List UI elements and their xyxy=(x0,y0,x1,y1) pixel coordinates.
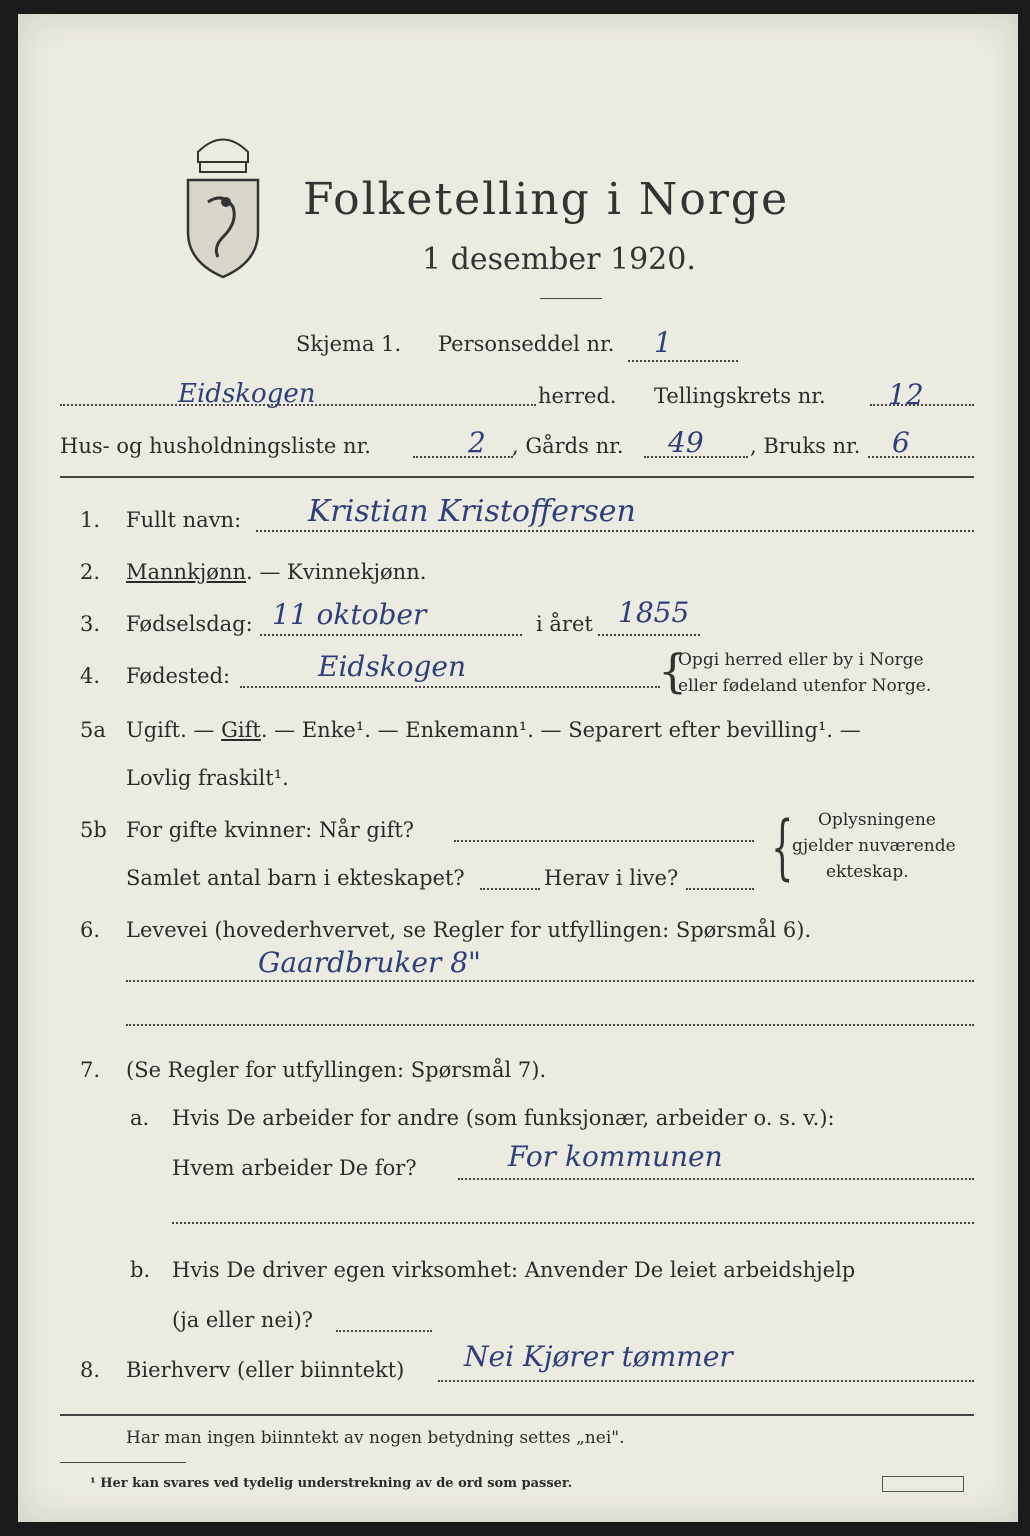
q4-number: 4. xyxy=(80,664,101,688)
q7b-line xyxy=(336,1330,432,1332)
footer-divider xyxy=(60,1414,974,1416)
hus-line xyxy=(413,456,513,458)
q8-number: 8. xyxy=(80,1358,101,1382)
q8-side-income-value[interactable]: Nei Kjører tømmer xyxy=(464,1340,733,1373)
q4-brace: { xyxy=(658,644,688,698)
q5a-other-options: . — Enke¹. — Enkemann¹. — Separert efter bevilling¹. — xyxy=(260,718,861,742)
q7-label: (Se Regler for utfyllingen: Spørsmål 7). xyxy=(126,1058,547,1082)
q7a-letter: a. xyxy=(130,1106,150,1130)
bruks-value[interactable]: 6 xyxy=(892,426,910,459)
q5b-note-line1: Oplysningene xyxy=(818,810,936,830)
gards-line xyxy=(644,456,748,458)
norway-coat-of-arms-icon xyxy=(178,122,268,282)
q2-number: 2. xyxy=(80,560,101,584)
footer-note: Har man ingen biinntekt av nogen betydning settes „nei". xyxy=(126,1428,625,1448)
q3-birthdate-value[interactable]: 11 oktober xyxy=(272,598,427,631)
footnote-rule xyxy=(60,1462,186,1463)
q4-note-line1: Opgi herred eller by i Norge xyxy=(678,650,924,670)
q5b-note-line2: gjelder nuværende xyxy=(792,836,956,856)
tellingskrets-label: Tellingskrets nr. xyxy=(654,384,826,408)
q2-end: . xyxy=(419,560,427,584)
q6-line1 xyxy=(126,980,974,982)
q5b-children-line xyxy=(480,888,540,890)
q7a-label-line2: Hvem arbeider De for? xyxy=(172,1156,417,1180)
q5a-number: 5a xyxy=(80,718,106,742)
q5a-gift-option[interactable]: Gift xyxy=(221,718,261,742)
hus-label: Hus- og husholdningsliste nr. xyxy=(60,434,371,458)
printer-stamp xyxy=(882,1476,964,1492)
q3-label: Fødselsdag: xyxy=(126,612,253,636)
section-divider xyxy=(60,476,974,478)
q2-options xyxy=(126,560,426,584)
gards-label: , Gårds nr. xyxy=(512,434,624,458)
q2-male-option[interactable]: Mannkjønn xyxy=(126,560,247,584)
q5a-ugift-option[interactable]: Ugift xyxy=(126,718,181,742)
gards-value[interactable]: 49 xyxy=(668,426,704,459)
census-form-page xyxy=(18,14,1018,1522)
q1-number: 1. xyxy=(80,508,101,532)
q5a-separator: . — xyxy=(180,718,222,742)
q2-separator: . — xyxy=(246,560,288,584)
q6-label: Levevei (hovederhvervet, se Regler for utfyllingen: Spørsmål 6). xyxy=(126,918,812,942)
q4-line xyxy=(240,686,660,688)
q8-line xyxy=(438,1380,974,1382)
personseddel-value[interactable]: 1 xyxy=(654,326,672,359)
personseddel-label: Personseddel nr. xyxy=(438,332,615,356)
q7a-line1 xyxy=(458,1178,974,1180)
q5b-alive-label: Herav i live? xyxy=(544,866,679,890)
q5b-number: 5b xyxy=(80,818,107,842)
q7-number: 7. xyxy=(80,1058,101,1082)
footnote: ¹ Her kan svares ved tydelig understrekning av de ord som passer. xyxy=(90,1476,573,1491)
q3-year-label: i året xyxy=(536,612,593,636)
bruks-line xyxy=(868,456,974,458)
q5b-married-when-line xyxy=(454,840,754,842)
q1-full-name-value[interactable]: Kristian Kristoffersen xyxy=(308,494,636,529)
form-title: Folketelling i Norge xyxy=(303,174,790,225)
q4-label: Fødested: xyxy=(126,664,231,688)
q7a-label-line1: Hvis De arbeider for andre (som funksjonær, arbeider o. s. v.): xyxy=(172,1106,835,1130)
q5b-brace: { xyxy=(771,806,794,888)
q6-occupation-value[interactable]: Gaardbruker 8" xyxy=(258,946,481,979)
personseddel-line xyxy=(628,360,738,362)
hus-value[interactable]: 2 xyxy=(468,426,486,459)
q7b-label-line1: Hvis De driver egen virksomhet: Anvender De leiet arbeidshjelp xyxy=(172,1258,856,1282)
title-rule xyxy=(540,298,602,299)
q5a-fraskilt-option[interactable]: Lovlig fraskilt¹. xyxy=(126,766,289,790)
q5b-alive-line xyxy=(686,888,754,890)
q6-number: 6. xyxy=(80,918,101,942)
q4-birthplace-value[interactable]: Eidskogen xyxy=(318,650,467,683)
herred-label: herred. xyxy=(538,384,617,408)
q5b-children-label: Samlet antal barn i ekteskapet? xyxy=(126,866,465,890)
q5b-note-line3: ekteskap. xyxy=(826,862,909,882)
q3-line xyxy=(260,634,522,636)
q7b-label-line2: (ja eller nei)? xyxy=(172,1308,314,1332)
q7a-employer-value[interactable]: For kommunen xyxy=(508,1140,723,1173)
herred-value[interactable]: Eidskogen xyxy=(178,379,316,409)
q6-line2 xyxy=(126,1024,974,1026)
bruks-label: , Bruks nr. xyxy=(750,434,861,458)
q1-label: Fullt navn: xyxy=(126,508,242,532)
q7a-line2 xyxy=(172,1222,974,1224)
q3-number: 3. xyxy=(80,612,101,636)
herred-line xyxy=(60,404,536,406)
q3-year-value[interactable]: 1855 xyxy=(618,596,690,629)
tellingskrets-value[interactable]: 12 xyxy=(888,378,924,411)
skjema-label: Skjema 1. xyxy=(296,332,402,356)
q1-line xyxy=(256,530,974,532)
tellingskrets-line xyxy=(870,404,974,406)
q3-year-line xyxy=(598,634,700,636)
q2-female-option[interactable]: Kvinnekjønn xyxy=(287,560,420,584)
q8-label: Bierhverv (eller biinntekt) xyxy=(126,1358,405,1382)
q5b-married-when-label: For gifte kvinner: Når gift? xyxy=(126,818,415,842)
census-date: 1 desember 1920. xyxy=(422,242,696,277)
q7b-letter: b. xyxy=(130,1258,151,1282)
q5a-options xyxy=(126,718,861,742)
q4-note-line2: eller fødeland utenfor Norge. xyxy=(678,676,932,696)
